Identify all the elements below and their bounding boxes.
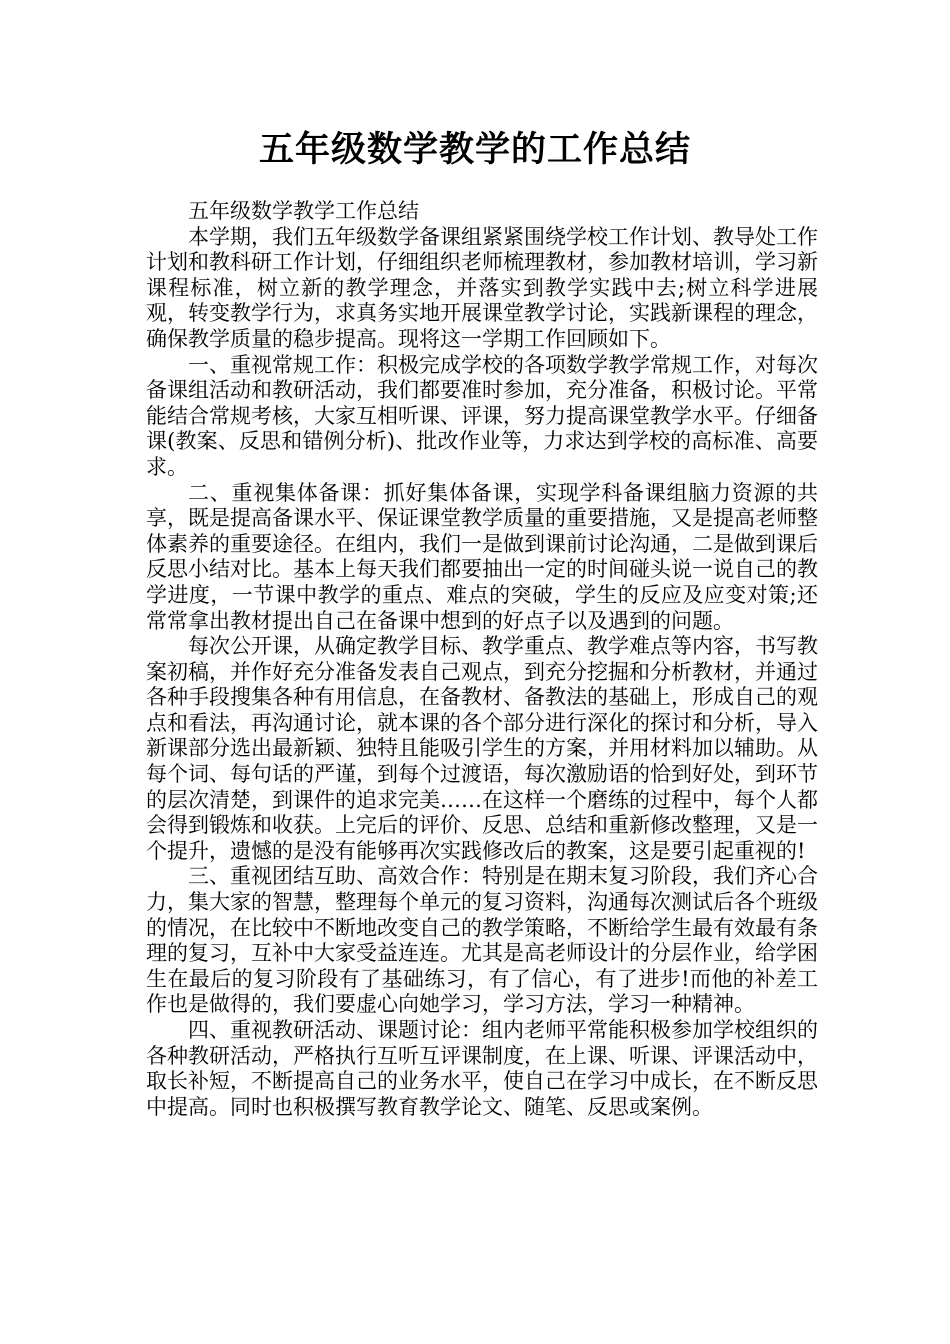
paragraph-section-3: 三、重视团结互助、高效合作：特别是在期末复习阶段，我们齐心合力，集大家的智慧，整理每个单元的复习资料，沟通每次测试后各个班级的情况，在比较中不断地改变自己的教学策略，不断给学生最有效最有条理的复习，互补中大家受益连连。尤其是高老师设计的分层作业，给学困生在最后的复习阶段有了基础练习，有了信心，有了进步!而他的补差工作也是做得的，我们要虚心向她学习，学习方法，学习一种精神。 — [146, 864, 818, 1017]
paragraph-section-1: 一、重视常规工作：积极完成学校的各项数学教学常规工作，对每次备课组活动和教研活动，我们都要准时参加，充分准备，积极讨论。平常能结合常规考核，大家互相听课、评课，努力提高课堂教学水平。仔细备课(教案、反思和错例分析)、批改作业等，力求达到学校的高标准、高要求。 — [146, 352, 818, 479]
paragraph-open-class: 每次公开课，从确定教学目标、教学重点、教学难点等内容，书写教案初稿，并作好充分准备发表自己观点，到充分挖掘和分析教材，并通过各种手段搜集各种有用信息，在备教材、备教法的基础上，形成自己的观点和看法，再沟通讨论，就本课的各个部分进行深化的探讨和分析，导入新课部分选出最新颖、独特且能吸引学生的方案，并用材料加以辅助。从每个词、每句话的严谨，到每个过渡语，每次激励语的恰到好处，到环节的层次清楚，到课件的追求完美……在这样一个磨练的过程中，每个人都会得到锻炼和收获。上完后的评价、反思、总结和重新修改整理，又是一个提升，遗憾的是没有能够再次实践修改后的教案，这是要引起重视的! — [146, 634, 818, 863]
document-title: 五年级数学教学的工作总结 — [258, 130, 691, 170]
document-subtitle: 五年级数学教学工作总结 — [188, 199, 419, 223]
paragraph-section-2: 二、重视集体备课：抓好集体备课，实现学科备课组脑力资源的共享，既是提高备课水平、保证课堂教学质量的重要措施，又是提高老师整体素养的重要途径。在组内，我们一是做到课前讨论沟通，二是做到课后反思小结对比。基本上每天我们都要抽出一定的时间碰头说一说自己的教学进度，一节课中教学的重点、难点的突破，学生的反应及应变对策;还常常拿出教材提出自己在备课中想到的好点子以及遇到的问题。 — [146, 480, 818, 633]
document-body — [146, 199, 818, 1120]
paragraph-intro: 本学期，我们五年级数学备课组紧紧围绕学校工作计划、教导处工作计划和教科研工作计划，仔细组织老师梳理教材，参加教材培训，学习新课程标准，树立新的教学理念，并落实到教学实践中去;树立科学进展观，转变教学行为，求真务实地开展课堂教学讨论，实践新课程的理念，确保教学质量的稳步提高。现将这一学期工作回顾如下。 — [146, 224, 818, 351]
paragraph-section-4: 四、重视教研活动、课题讨论：组内老师平常能积极参加学校组织的各种教研活动，严格执行互听互评课制度，在上课、听课、评课活动中，取长补短，不断提高自己的业务水平，使自己在学习中成长，在不断反思中提高。同时也积极撰写教育教学论文、随笔、反思或案例。 — [146, 1018, 818, 1119]
